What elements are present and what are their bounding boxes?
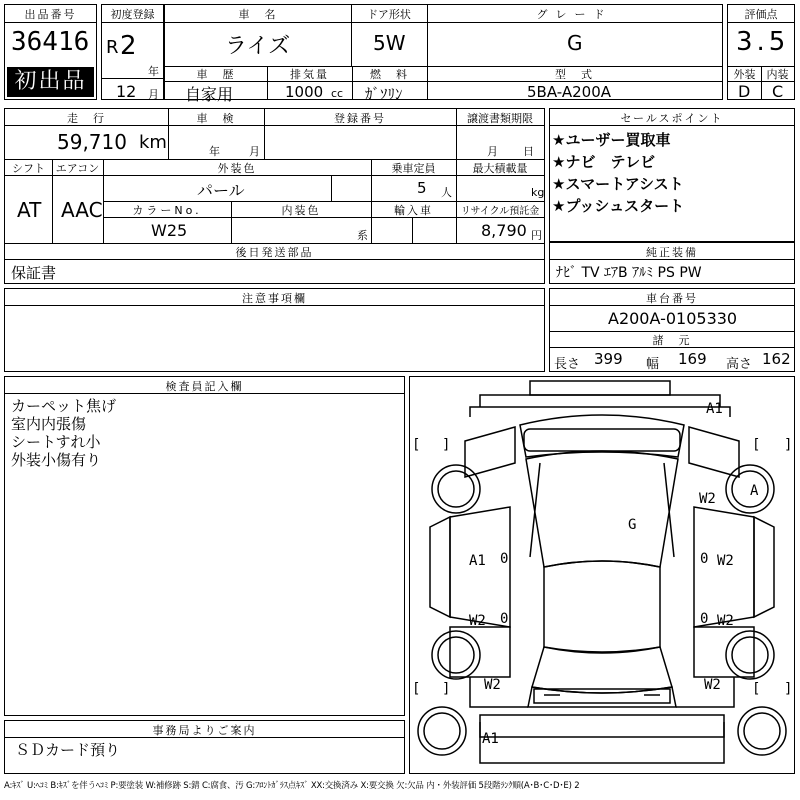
first-reg-label: 初度登録: [110, 8, 155, 21]
divider: [5, 175, 103, 176]
color-no: W25: [151, 221, 188, 240]
length-label: 長さ: [554, 357, 581, 372]
damage-mark: 0: [700, 611, 709, 627]
damage-mark: W2: [484, 677, 501, 693]
damage-mark: 0: [500, 551, 509, 567]
equipment-value: ﾅﾋﾞ TV ｴｱB ｱﾙﾐ PS PW: [556, 265, 702, 281]
capacity-label: 乗車定員: [391, 162, 436, 175]
grade-label: グレード: [536, 8, 613, 21]
divider: [267, 66, 268, 99]
score-box: [727, 4, 795, 100]
exterior-color: パール: [197, 181, 245, 200]
era: R: [106, 37, 119, 58]
first-listing-badge: 初出品: [7, 67, 94, 97]
transfer-month-unit: 月: [487, 145, 498, 158]
width-label: 幅: [646, 357, 660, 372]
interior-color-label: 内装色: [281, 204, 321, 217]
recycle-unit: 円: [531, 229, 542, 242]
office-box: [4, 720, 405, 774]
inspector-note: 外装小傷有り: [11, 451, 102, 469]
sales-point-item: ★ユーザー買取車: [552, 131, 671, 149]
car-diagram: [409, 376, 795, 774]
bracket-right-bottom: [: [752, 681, 761, 697]
inspector-label: 検査員記入欄: [165, 380, 244, 393]
divider: [102, 78, 163, 79]
car-name: ライズ: [225, 34, 291, 59]
reg-number-label: 登録番号: [334, 112, 386, 125]
exterior-grade: D: [738, 82, 751, 101]
divider: [103, 175, 544, 176]
divider: [427, 5, 428, 66]
chassis-number: A200A-0105330: [608, 309, 738, 328]
exterior-label: 外装: [733, 68, 756, 81]
car-name-label: 車 名: [238, 8, 278, 21]
chassis-box: [549, 288, 795, 372]
divider: [52, 159, 53, 243]
divider: [550, 305, 794, 306]
divider: [427, 66, 428, 99]
divider: [264, 109, 265, 159]
damage-mark: W2: [717, 553, 734, 569]
damage-mark: A1: [706, 401, 723, 417]
lot-number: 36416: [11, 27, 90, 57]
damage-mark: G: [628, 517, 637, 533]
recycle-label: リサイクル預託金: [460, 206, 540, 217]
equipment-label: 純正装備: [646, 246, 698, 259]
damage-mark: W2: [704, 677, 721, 693]
aircon-label: エアコン: [55, 162, 100, 175]
damage-mark: W2: [699, 491, 716, 507]
fuel-label: 燃 料: [370, 68, 409, 81]
bracket-right-top-close: ]: [784, 437, 793, 453]
displacement: 1000: [285, 83, 324, 101]
divider: [5, 125, 544, 126]
length-value: 399: [594, 350, 623, 368]
equipment-box: [549, 242, 795, 284]
damage-mark: A1: [469, 553, 486, 569]
inspection-year-unit: 年: [209, 145, 220, 158]
bracket-right-bottom-close: ]: [784, 681, 793, 697]
dims-label: 諸 元: [652, 334, 692, 347]
divider: [103, 217, 544, 218]
inspector-box: [4, 376, 405, 716]
bracket-left-top-close: ]: [442, 437, 451, 453]
shift: AT: [17, 198, 42, 222]
divider: [5, 259, 544, 260]
recycle-fee: 8,790: [481, 221, 527, 240]
inspector-note: カーペット焦げ: [11, 397, 117, 415]
door-label: ドア形状: [367, 8, 411, 21]
score-label: 評価点: [744, 8, 778, 21]
damage-mark: A: [750, 483, 759, 499]
mileage-label: 走 行: [67, 112, 106, 125]
model-label: 型 式: [555, 68, 594, 81]
divider: [231, 201, 232, 243]
divider: [550, 125, 794, 126]
shift-label: シフト: [12, 162, 45, 175]
interior-label: 内装: [766, 68, 789, 81]
sales-points-label: セールスポイント: [620, 112, 724, 125]
grade: G: [567, 31, 583, 55]
first-reg-box: [101, 4, 164, 100]
divider: [165, 81, 722, 82]
mileage: 59,710: [57, 130, 127, 154]
divider: [5, 393, 404, 394]
divider: [165, 22, 722, 23]
inspection-month-unit: 月: [249, 145, 260, 158]
car-info-box: [164, 4, 723, 104]
divider: [5, 305, 544, 306]
mileage-unit: km: [139, 132, 167, 153]
vehicle-detail-box: [4, 108, 545, 284]
divider: [352, 66, 353, 99]
load-label: 最大積載量: [472, 162, 528, 175]
height-value: 162: [762, 350, 791, 368]
transfer-day-unit: 日: [523, 145, 534, 158]
damage-mark: 0: [700, 551, 709, 567]
divider: [728, 22, 794, 23]
sales-point-item: ★プッシュスタート: [552, 197, 685, 215]
parts-label: 後日発送部品: [235, 246, 314, 259]
transfer-label: 譲渡書類期限: [467, 112, 533, 125]
divider: [550, 259, 794, 260]
exterior-color-label: 外装色: [217, 162, 257, 175]
fuel: ｶﾞｿﾘﾝ: [365, 85, 403, 103]
divider: [351, 5, 352, 66]
office-label: 事務局よりご案内: [152, 724, 257, 737]
interior-grade: C: [772, 82, 784, 101]
office-text: ＳＤカード預り: [15, 741, 121, 759]
width-value: 169: [678, 350, 707, 368]
damage-mark: W2: [469, 613, 486, 629]
divider: [168, 109, 169, 159]
color-no-label: カラーNo.: [132, 204, 202, 217]
interior-color-unit: 系: [357, 229, 368, 242]
divider: [456, 109, 457, 159]
import-label: 輸入車: [394, 204, 433, 217]
capacity-unit: 人: [441, 186, 452, 199]
door-type: 5W: [373, 31, 406, 55]
bracket-right-top: [: [752, 437, 761, 453]
capacity: 5: [417, 179, 427, 197]
damage-mark: A1: [482, 731, 499, 747]
year-unit: 年: [148, 65, 159, 78]
inspector-note: シートすれ小: [11, 433, 101, 451]
height-label: 高さ: [726, 357, 753, 372]
sales-points-box: [549, 108, 795, 242]
load-unit: kg: [531, 186, 545, 199]
model: 5BA-A200A: [527, 83, 612, 101]
damage-mark: W2: [717, 613, 734, 629]
notes-box: [4, 288, 545, 372]
reg-month: 12: [116, 82, 137, 101]
chassis-label: 車台番号: [646, 292, 698, 305]
lot-box: [4, 4, 97, 100]
divider: [412, 217, 413, 243]
history-label: 車 歴: [196, 68, 236, 81]
divider: [5, 737, 404, 738]
damage-mark: 0: [500, 611, 509, 627]
aircon: AAC: [61, 198, 103, 222]
divider: [102, 22, 163, 23]
displacement-label: 排気量: [290, 68, 329, 81]
reg-year: 2: [120, 31, 137, 61]
notes-label: 注意事項欄: [242, 292, 307, 305]
legend: A:ｷｽﾞ U:ﾍｺﾐ B:ｷｽﾞを伴うﾍｺﾐ P:要塗装 W:補修跡 S:錆 C:腐食、汚 G:ﾌﾛﾝﾄｶﾞﾗｽ点ｷｽﾞ XX:交換済み X:要交換 欠:欠品 内・外装評価 5段階ﾗﾝｸ順(A･B･C･D･E) 2: [4, 781, 580, 791]
bracket-left-top: [: [412, 437, 421, 453]
bracket-left-bottom-close: ]: [442, 681, 451, 697]
lot-label: 出品番号: [24, 8, 77, 21]
history: 自家用: [185, 85, 234, 104]
sales-point-item: ★スマートアシスト: [552, 175, 684, 193]
score: 3.5: [736, 27, 790, 57]
car-outline: [410, 377, 794, 773]
divider: [331, 175, 332, 201]
parts-value: 保証書: [11, 264, 57, 282]
divider: [550, 347, 794, 348]
displacement-unit: cc: [331, 87, 344, 100]
bracket-left-bottom: [: [412, 681, 421, 697]
divider: [5, 22, 96, 23]
month-unit: 月: [148, 88, 159, 101]
inspector-note: 室内内張傷: [11, 415, 87, 433]
sales-point-item: ★ナビ テレビ: [552, 153, 656, 171]
inspection-label: 車 検: [196, 112, 236, 125]
